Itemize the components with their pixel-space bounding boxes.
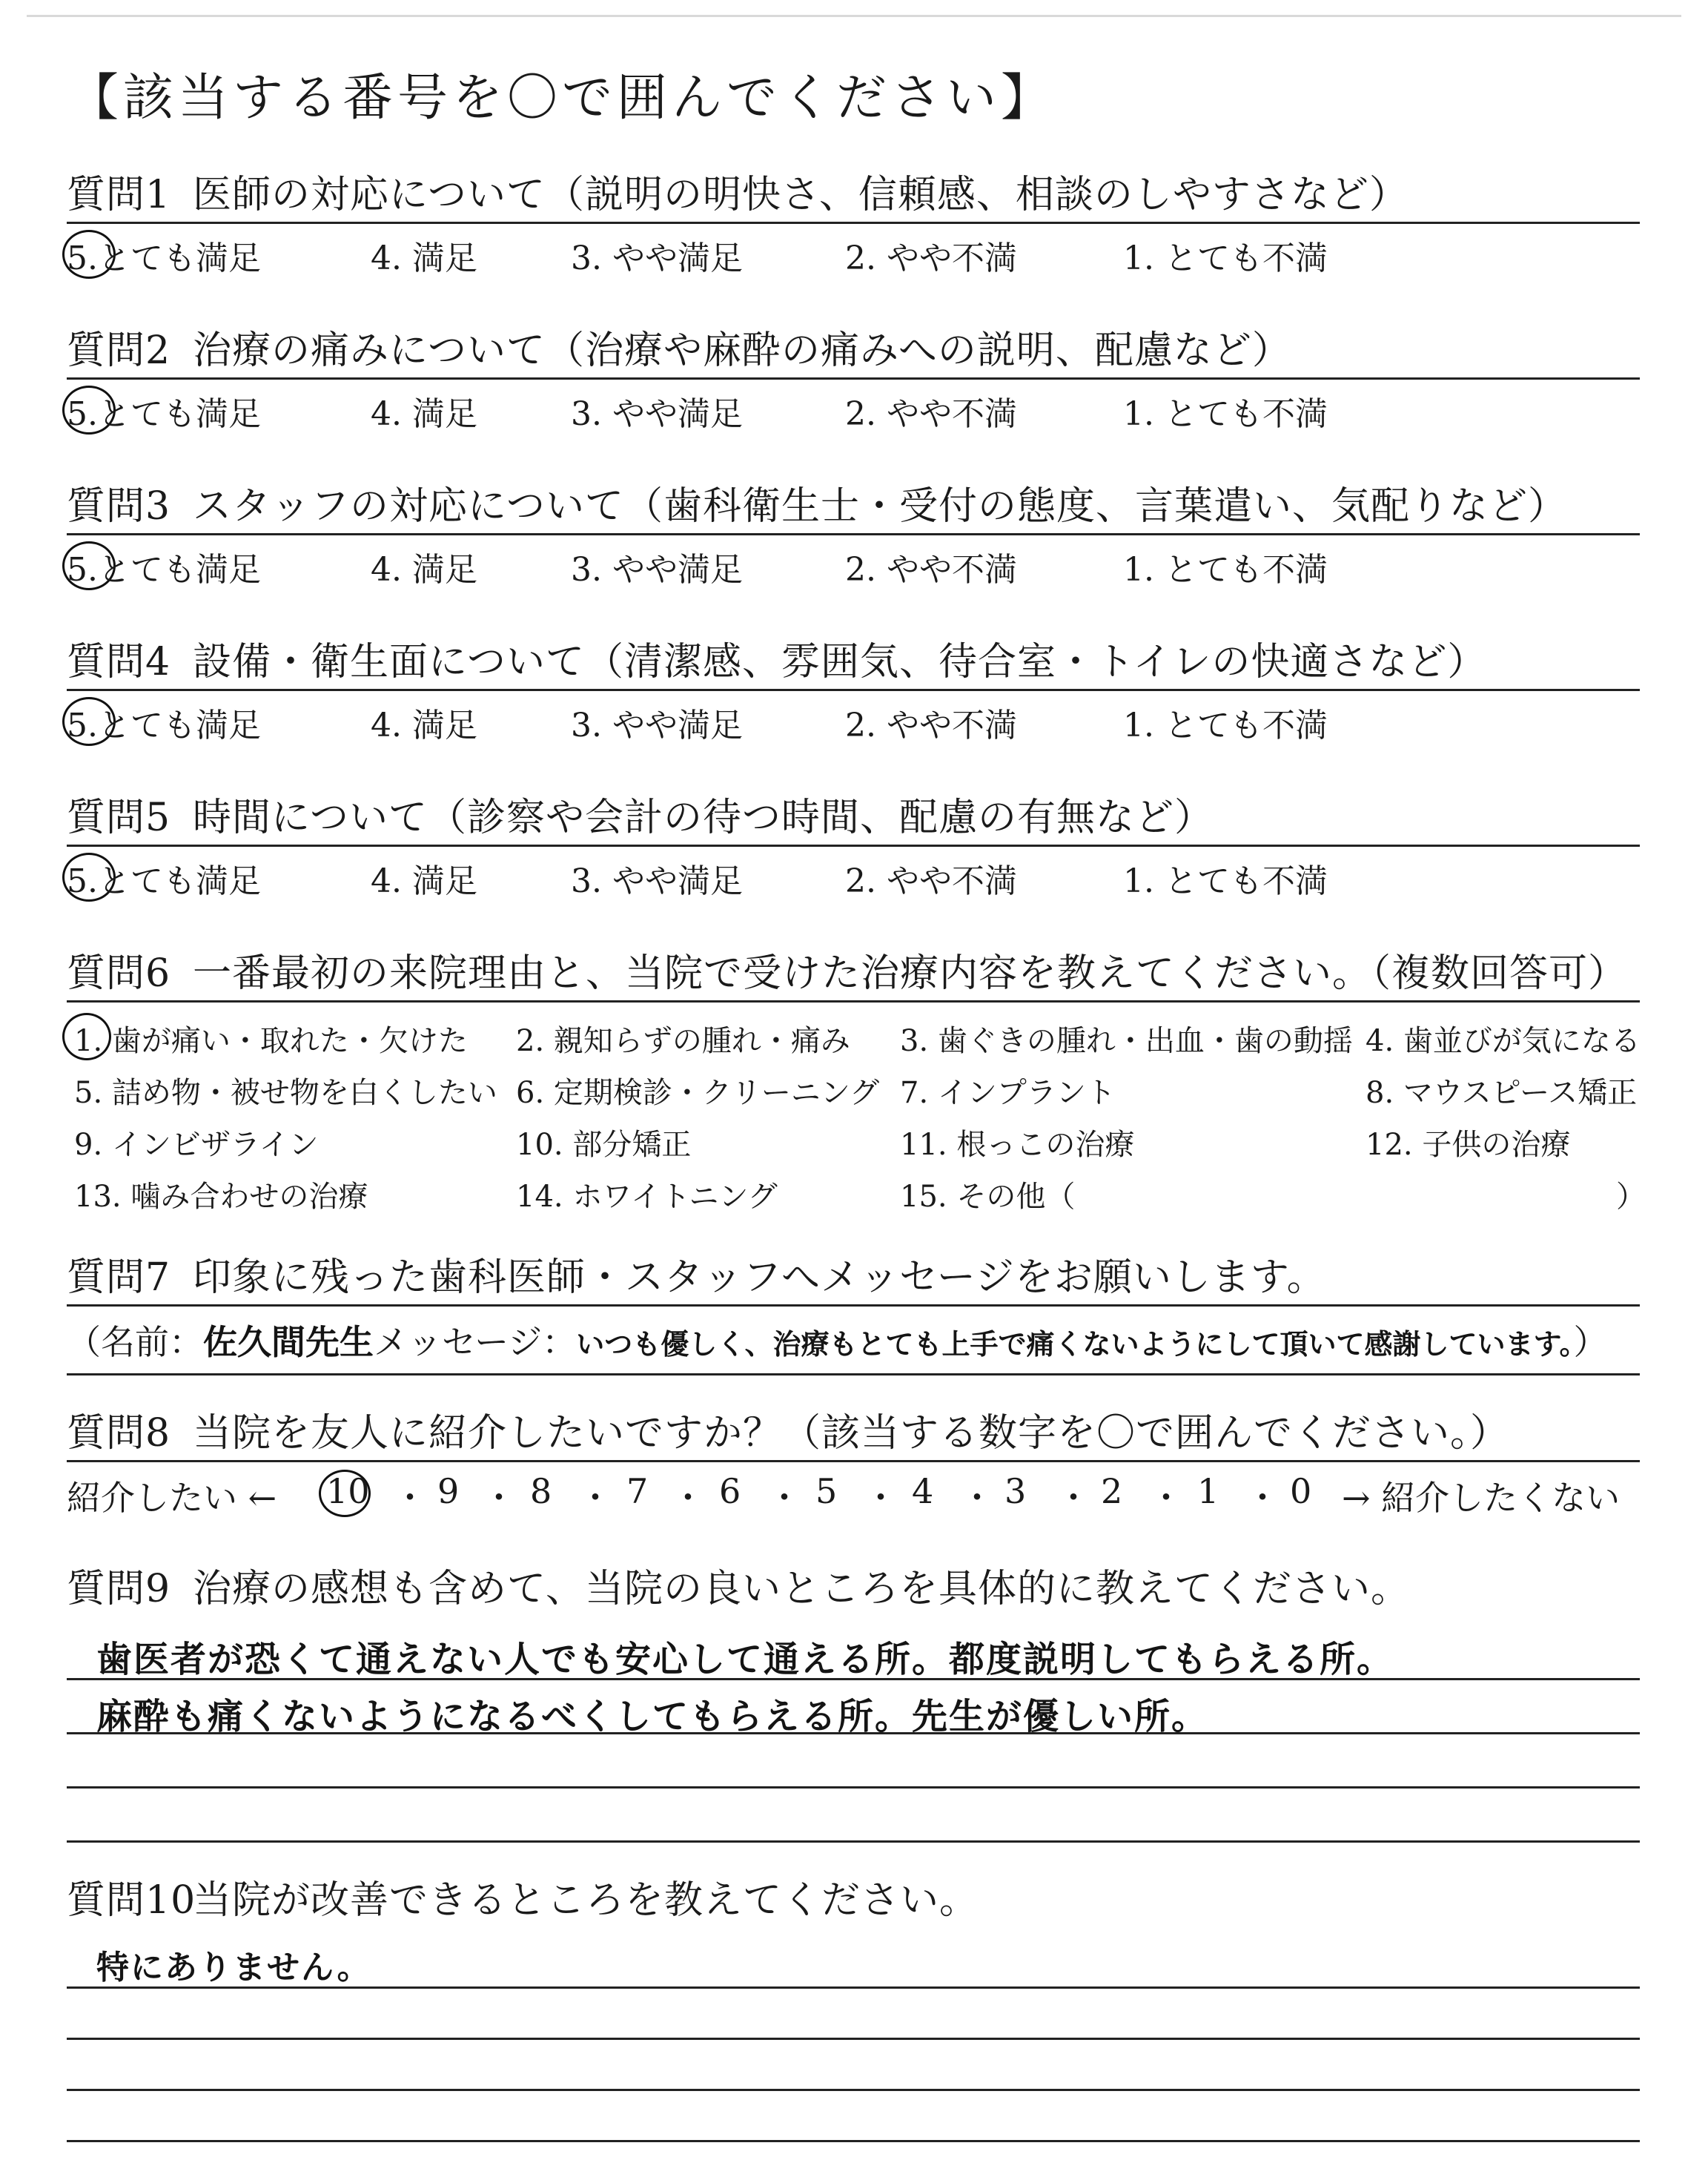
scale-sep: ・	[864, 1478, 898, 1518]
answer-line-1	[67, 1927, 1640, 1989]
q6-option-6[interactable]: 6. 定期検診・クリーニング	[516, 1076, 880, 1110]
message-row	[67, 1315, 1607, 1364]
q6-option-9[interactable]: 9. インビザライン	[74, 1128, 319, 1162]
question-4-options	[67, 691, 1640, 743]
answer-area-9[interactable]	[67, 1616, 1640, 1843]
answer-text: 特にありません。	[96, 1949, 371, 1986]
scale-sep: ・	[393, 1478, 427, 1518]
q6-option-8[interactable]: 8. マウスピース矯正	[1366, 1076, 1638, 1110]
q6-option-15[interactable]: 15. その他（	[900, 1180, 1076, 1214]
answer-line-4	[67, 2091, 1640, 2142]
q6-option-1[interactable]: 1. 歯が痛い・取れた・欠けた	[74, 1024, 468, 1058]
question-2	[67, 319, 1640, 432]
option-1[interactable]: 1. とても不満	[1123, 862, 1328, 900]
question-6-text: 一番最初の来院理由と、当院で受けた治療内容を教えてください。（複数回答可）	[193, 951, 1628, 996]
scale-8[interactable]: 8	[530, 1471, 552, 1511]
question-1-text: 医師の対応について（説明の明快さ、信頼感、相談のしやすさなど）	[193, 173, 1409, 217]
option-1[interactable]: 1. とても不満	[1123, 240, 1328, 277]
option-4[interactable]: 4. 満足	[371, 862, 477, 900]
question-3-text: スタッフの対応について（歯科衛生士・受付の態度、言葉遣い、気配りなど）	[193, 484, 1567, 529]
question-2-options	[67, 380, 1640, 432]
scale-sep: ・	[767, 1478, 801, 1518]
question-4-label: 質問4	[67, 640, 171, 684]
answer-text: 麻酔も痛くないようになるべくしてもらえる所。先生が優しい所。	[96, 1696, 1209, 1737]
question-1-options	[67, 224, 1640, 276]
q6-option-13[interactable]: 13. 噛み合わせの治療	[74, 1180, 368, 1214]
option-1[interactable]: 1. とても不満	[1123, 707, 1328, 744]
scale-sep: ・	[578, 1478, 612, 1518]
answer-line-4	[67, 1789, 1640, 1843]
option-2[interactable]: 2. やや不満	[845, 551, 1017, 589]
question-2-text: 治療の痛みについて（治療や麻酔の痛みへの説明、配慮など）	[193, 328, 1291, 373]
scale-sep: ・	[1245, 1478, 1280, 1518]
q6-close-paren: ）	[1616, 1180, 1646, 1214]
question-10-label: 質問10	[67, 1878, 196, 1923]
option-4[interactable]: 4. 満足	[371, 395, 477, 433]
question-10-line	[67, 1869, 1640, 1927]
scale-9[interactable]: 9	[437, 1471, 460, 1511]
q6-option-2[interactable]: 2. 親知らずの腫れ・痛み	[516, 1024, 850, 1058]
question-8-text: 当院を友人に紹介したいですか？（該当する数字を〇で囲んでください。）	[193, 1411, 1510, 1456]
scale-sep: ・	[482, 1478, 516, 1518]
question-6-label: 質問6	[67, 951, 171, 996]
message-field[interactable]	[67, 1307, 1640, 1375]
option-1[interactable]: 1. とても不満	[1123, 395, 1328, 433]
message-value: いつも優しく、治療もとても上手で痛くないようにして頂いて感謝しています。	[576, 1328, 1574, 1361]
answer-line-2	[67, 1989, 1640, 2040]
option-3[interactable]: 3. やや満足	[571, 240, 743, 277]
question-4	[67, 630, 1640, 743]
scale-sep: ・	[1149, 1478, 1183, 1518]
close-paren: ）	[1573, 1322, 1608, 1362]
q6-option-11[interactable]: 11. 根っこの治療	[900, 1128, 1135, 1162]
name-label: （名前：	[67, 1322, 203, 1362]
option-3[interactable]: 3. やや満足	[571, 395, 743, 433]
question-6	[67, 942, 1646, 1218]
scale-3[interactable]: 3	[1004, 1471, 1027, 1511]
option-2[interactable]: 2. やや不満	[845, 862, 1017, 900]
question-2-label: 質問2	[67, 328, 171, 373]
option-4[interactable]: 4. 満足	[371, 240, 477, 277]
option-5[interactable]: 5.とても満足	[67, 862, 261, 900]
recommend-scale	[67, 1462, 1640, 1522]
q6-option-3[interactable]: 3. 歯ぐきの腫れ・出血・歯の動揺	[900, 1024, 1353, 1058]
option-1[interactable]: 1. とても不満	[1123, 551, 1328, 589]
q6-option-12[interactable]: 12. 子供の治療	[1366, 1128, 1571, 1162]
answer-area-10[interactable]	[67, 1927, 1640, 2142]
page-title: 【該当する番号を〇で囲んでください】	[68, 69, 1056, 128]
question-7	[67, 1246, 1640, 1375]
q6-option-4[interactable]: 4. 歯並びが気になる	[1366, 1024, 1641, 1058]
question-5	[67, 786, 1640, 899]
question-5-line	[67, 786, 1640, 847]
question-5-label: 質問5	[67, 796, 171, 840]
option-5[interactable]: 5.とても満足	[67, 707, 261, 744]
question-3-line	[67, 475, 1640, 535]
answer-line-2	[67, 1680, 1640, 1737]
option-2[interactable]: 2. やや不満	[845, 395, 1017, 433]
option-5[interactable]: 5.とても満足	[67, 551, 261, 589]
question-7-text: 印象に残った歯科医師・スタッフへメッセージをお願いします。	[193, 1255, 1326, 1300]
scale-2[interactable]: 2	[1101, 1471, 1123, 1511]
scale-0[interactable]: 0	[1290, 1471, 1312, 1511]
option-5[interactable]: 5.とても満足	[67, 240, 261, 277]
answer-line-3	[67, 2040, 1640, 2091]
option-3[interactable]: 3. やや満足	[571, 862, 743, 900]
question-6-line	[67, 942, 1640, 1003]
question-4-text: 設備・衛生面について（清潔感、雰囲気、待合室・トイレの快適さなど）	[193, 640, 1487, 684]
option-4[interactable]: 4. 満足	[371, 551, 477, 589]
message-label: メッセージ：	[374, 1322, 577, 1362]
question-1	[67, 163, 1640, 276]
option-5[interactable]: 5.とても満足	[67, 395, 261, 433]
scale-right-label: → 紹介したくない	[1342, 1478, 1621, 1518]
scale-7[interactable]: 7	[626, 1471, 649, 1511]
question-8	[67, 1401, 1640, 1522]
question-4-line	[67, 630, 1640, 691]
question-3-label: 質問3	[67, 484, 171, 529]
scale-sep: ・	[1056, 1478, 1090, 1518]
question-7-label: 質問7	[67, 1255, 171, 1300]
option-3[interactable]: 3. やや満足	[571, 551, 743, 589]
question-9-label: 質問9	[67, 1567, 171, 1611]
question-1-label: 質問1	[67, 173, 171, 217]
question-1-line	[67, 163, 1640, 224]
option-4[interactable]: 4. 満足	[371, 707, 477, 744]
question-9	[67, 1557, 1640, 1843]
name-value: 佐久間先生	[203, 1322, 374, 1362]
scale-left-label: 紹介したい ←	[67, 1478, 277, 1518]
question-5-text: 時間について（診察や会計の待つ時間、配慮の有無など）	[193, 796, 1214, 840]
q6-option-5[interactable]: 5. 詰め物・被せ物を白くしたい	[74, 1076, 497, 1110]
answer-text: 歯医者が恐くて通えない人でも安心して通える所。都度説明してもらえる所。	[96, 1639, 1394, 1680]
option-2[interactable]: 2. やや不満	[845, 707, 1017, 744]
scale-5[interactable]: 5	[815, 1471, 838, 1511]
scale-4[interactable]: 4	[912, 1471, 934, 1511]
top-rule	[27, 15, 1681, 17]
answer-line-3	[67, 1734, 1640, 1789]
answer-line-1	[67, 1616, 1640, 1680]
question-8-line	[67, 1401, 1640, 1462]
question-9-text: 治療の感想も含めて、当院の良いところを具体的に教えてください。	[193, 1567, 1410, 1611]
scale-sep: ・	[671, 1478, 705, 1518]
scale-sep: ・	[960, 1478, 994, 1518]
q6-option-10[interactable]: 10. 部分矯正	[516, 1128, 692, 1162]
question-5-options	[67, 847, 1640, 899]
question-10-text: 当院が改善できるところを教えてください。	[193, 1878, 979, 1923]
question-8-label: 質問8	[67, 1411, 171, 1456]
scale-1[interactable]: 1	[1197, 1471, 1219, 1511]
q6-option-14[interactable]: 14. ホワイトニング	[516, 1180, 778, 1214]
scale-6[interactable]: 6	[719, 1471, 741, 1511]
q6-option-7[interactable]: 7. インプラント	[900, 1076, 1116, 1110]
question-9-line	[67, 1557, 1640, 1616]
scale-10[interactable]: 10	[326, 1471, 370, 1511]
question-6-options	[67, 1003, 1646, 1218]
question-3-options	[67, 535, 1640, 587]
question-10	[67, 1869, 1640, 2142]
option-3[interactable]: 3. やや満足	[571, 707, 743, 744]
question-2-line	[67, 319, 1640, 380]
question-3	[67, 475, 1640, 587]
option-2[interactable]: 2. やや不満	[845, 240, 1017, 277]
question-7-line	[67, 1246, 1640, 1307]
